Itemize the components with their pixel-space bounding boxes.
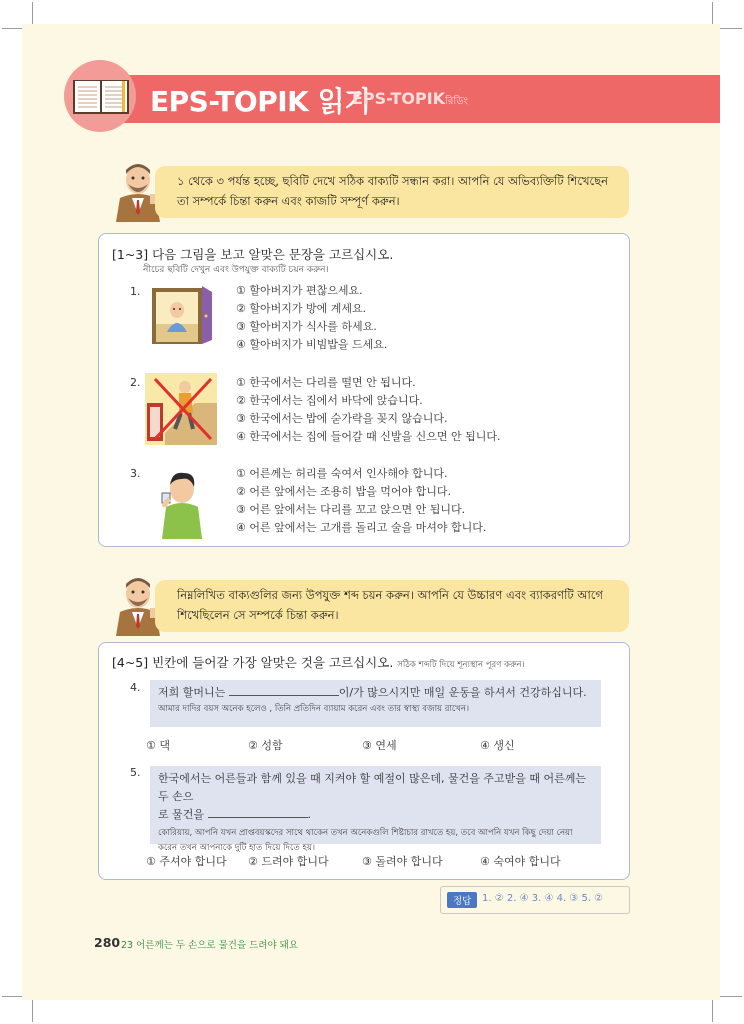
crop-mark [32, 1000, 33, 1022]
crop-mark [2, 996, 24, 997]
question-number: 3. [130, 467, 141, 480]
crop-mark [2, 28, 24, 29]
crop-mark [712, 2, 713, 24]
answer-key-label: 정답 [447, 892, 477, 908]
question-number: 4. [130, 681, 141, 694]
crop-mark [712, 1000, 713, 1022]
page-title: EPS-TOPIK 읽기 [150, 85, 371, 118]
open-book-icon [72, 78, 130, 116]
choice-option: ③ 돌려야 합니다 [362, 855, 443, 868]
option-text: ③ 어른 앞에서는 다리를 꼬고 앉으면 안 됩니다. [236, 503, 466, 516]
crop-mark [720, 28, 742, 29]
man-drinking-picture [158, 467, 204, 539]
answer-key-text: 1. ② 2. ④ 3. ④ 4. ③ 5. ② [482, 893, 604, 904]
page-subtitle: EPS-TOPIKরিডিং [352, 89, 468, 108]
option-text: ① 한국에서는 다리를 떨면 안 됩니다. [236, 376, 416, 389]
crop-mark [32, 2, 33, 24]
option-text: ② 한국에서는 집에서 바닥에 앉습니다. [236, 394, 423, 407]
option-text: ① 할아버지가 편찮으세요. [236, 284, 363, 297]
option-text: ③ 할아버지가 식사를 하세요. [236, 320, 377, 333]
instruction-bubble: নিম্নলিখিত বাক্যগুলির জন্য উপযুক্ত শব্দ চয়ন করুন। আপনি যে উচ্চারণ এবং ব্যাকরণটি আগে শিখেছিলেন সে সম্পর্কে চিন্তা করুন। [155, 580, 629, 632]
section-subtitle: নীচের ছবিটি দেখুন এবং উপযুক্ত বাক্যটি চয়ন করুন। [143, 265, 329, 275]
question-4-passage: 저희 할머니는 이/가 많으시지만 매일 운동을 하셔서 건강하십니다. আমার দাদির বয়স অনেক হলেও , তিনি প্রতিদিন ব্যায়াম করেন এবং তার স্বাস্থ্য বজায় রাখেন। [150, 680, 601, 727]
choice-option: ① 주셔야 합니다 [146, 855, 227, 868]
section-title: [4~5] 빈칸에 들어갈 가장 알맞은 것을 고르십시오. সঠিক শব্দটি দিয়ে শূন্যস্থান পূরণ করুন। [112, 655, 525, 670]
question-number: 1. [130, 285, 141, 298]
option-text: ④ 할아버지가 비빔밥을 드세요. [236, 338, 388, 351]
question-number: 2. [130, 376, 141, 389]
choice-option: ④ 숙여야 합니다 [480, 855, 561, 868]
crop-mark [720, 996, 742, 997]
choice-option: ③ 연세 [362, 739, 397, 752]
grandfather-room-picture [150, 284, 214, 346]
question-number: 5. [130, 766, 141, 779]
option-text: ③ 한국에서는 밥에 숟가락을 꽂지 않습니다. [236, 412, 448, 425]
option-text: ④ 한국에서는 집에 들어갈 때 신발을 신으면 안 됩니다. [236, 430, 501, 443]
option-text: ④ 어른 앞에서는 고개를 돌리고 술을 마셔야 합니다. [236, 521, 487, 534]
choice-option: ② 성함 [248, 739, 283, 752]
answer-blank [208, 806, 308, 818]
answer-blank [229, 684, 339, 696]
section-title: [1~3] 다음 그림을 보고 알맞은 문장을 고르십시오. [112, 247, 394, 262]
chapter-title: 23 어른께는 두 손으로 물건을 드려야 돼요 [121, 940, 299, 951]
question-5-passage: 한국에서는 어른들과 함께 있을 때 지켜야 할 예절이 많은데, 물건을 주고받을 때 어른께는 두 손으 로 물건을 . কোরিয়ায়, আপনি যখন প্রাপ্তবয়স্কদের সাথে থাকেন তখন অনেকগুলি শিষ্টাচার রাখতে হয়, তবে আপনি যখন কিছু দেয়া নেয়া করেন তখন আপনাকে দুটি হাত দিয়ে দিতে হয়। [150, 766, 601, 844]
instruction-bubble: ১ থেকে ৩ পর্যন্ত হচ্ছে, ছবিটি দেখে সঠিক বাক্যটি সন্ধান করা। আপনি যে অভিব্যক্তিটি শিখেছেন তা সম্পর্কে চিন্তা করুন এবং কাজটি সম্পূর্ণ করুন। [155, 166, 629, 218]
choice-option: ② 드려야 합니다 [248, 855, 329, 868]
option-text: ② 할아버지가 방에 계세요. [236, 302, 367, 315]
shoes-indoors-picture [145, 373, 217, 445]
choice-option: ④ 생신 [480, 739, 515, 752]
page-number: 280 [94, 935, 121, 950]
option-text: ② 어른 앞에서는 조용히 밥을 먹어야 합니다. [236, 485, 451, 498]
choice-option: ① 댁 [146, 739, 170, 752]
option-text: ① 어른께는 허리를 숙여서 인사해야 합니다. [236, 467, 448, 480]
